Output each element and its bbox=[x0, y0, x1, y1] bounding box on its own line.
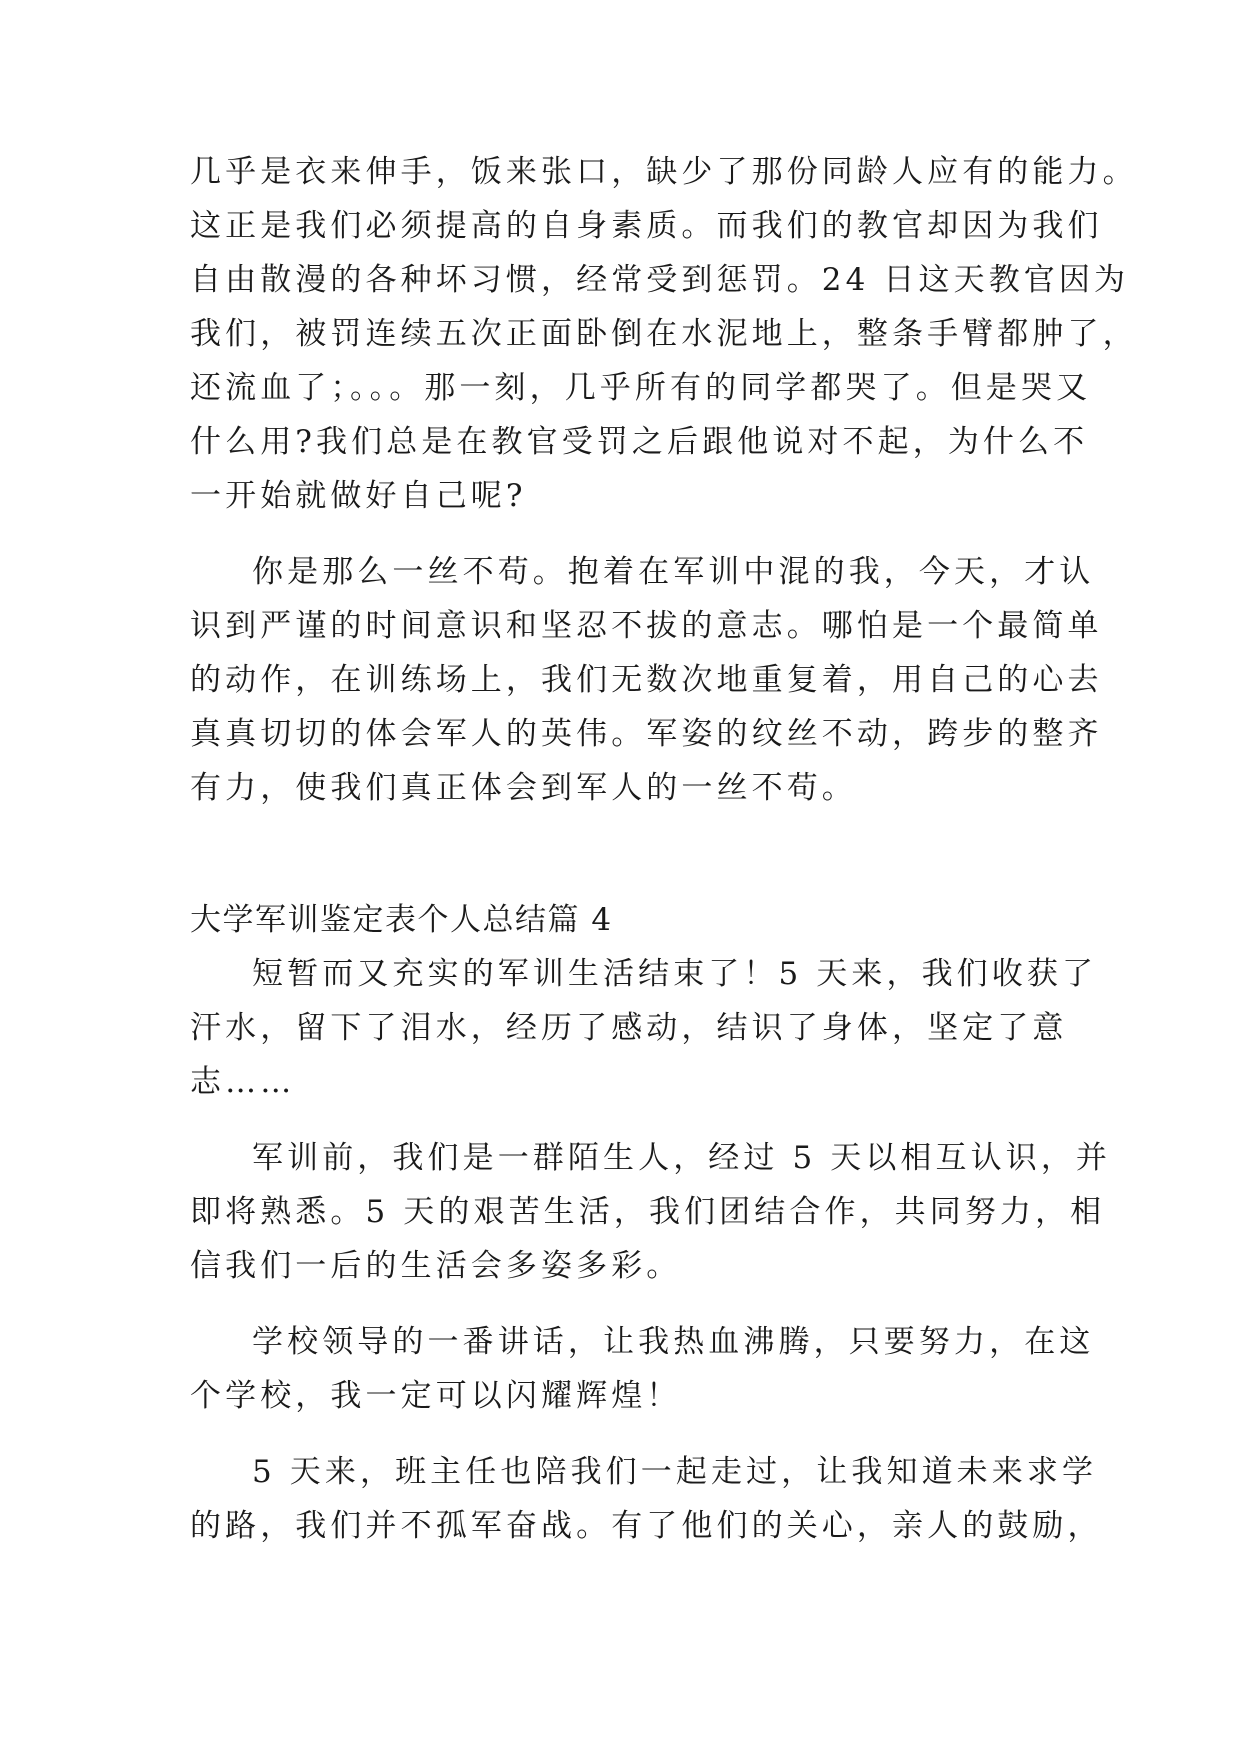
paragraph-first-line: 5 天来，班主任也陪我们一起走过，让我知道未来求学 bbox=[252, 1454, 1098, 1490]
text-line: 自由散漫的各种坏习惯，经常受到惩罚。24 日这天教官因为 bbox=[190, 262, 1130, 298]
text-line: 真真切切的体会军人的英伟。军姿的纹丝不动，跨步的整齐 bbox=[190, 716, 1103, 752]
paragraph-first-line: 军训前，我们是一群陌生人，经过 5 天以相互认识，并 bbox=[252, 1140, 1112, 1176]
text-line: 一开始就做好自己呢? bbox=[190, 478, 527, 514]
text-line: 汗水，留下了泪水，经历了感动，结识了身体，坚定了意 bbox=[190, 1010, 1068, 1046]
text-line: 有力，使我们真正体会到军人的一丝不苟。 bbox=[190, 770, 857, 806]
paragraph-first-line: 学校领导的一番讲话，让我热血沸腾，只要努力，在这 bbox=[252, 1324, 1095, 1360]
text-line: 什么用?我们总是在教官受罚之后跟他说对不起，为什么不 bbox=[190, 424, 1089, 460]
text-line: 识到严谨的时间意识和坚忍不拔的意志。哪怕是一个最简单 bbox=[190, 608, 1103, 644]
section-title: 大学军训鉴定表个人总结篇 4 bbox=[190, 902, 613, 938]
text-line: 个学校，我一定可以闪耀辉煌！ bbox=[190, 1378, 682, 1414]
text-line: 这正是我们必须提高的自身素质。而我们的教官却因为我们 bbox=[190, 208, 1103, 244]
text-line: 的动作，在训练场上，我们无数次地重复着，用自己的心去 bbox=[190, 662, 1103, 698]
text-line: 几乎是衣来伸手，饭来张口，缺少了那份同龄人应有的能力。 bbox=[190, 154, 1138, 190]
paragraph-first-line: 短暂而又充实的军训生活结束了！5 天来，我们收获了 bbox=[252, 956, 1098, 992]
text-line: 志…… bbox=[190, 1064, 296, 1100]
text-line: 的路，我们并不孤军奋战。有了他们的关心，亲人的鼓励， bbox=[190, 1508, 1103, 1544]
paragraph-first-line: 你是那么一丝不苟。抱着在军训中混的我，今天，才认 bbox=[252, 554, 1095, 590]
text-line: 我们，被罚连续五次正面卧倒在水泥地上，整条手臂都肿了， bbox=[190, 316, 1138, 352]
text-line: 即将熟悉。5 天的艰苦生活，我们团结合作，共同努力，相 bbox=[190, 1194, 1106, 1230]
text-line: 信我们一后的生活会多姿多彩。 bbox=[190, 1248, 682, 1284]
text-line: 还流血了；。。。那一刻，几乎所有的同学都哭了。但是哭又 bbox=[190, 370, 1092, 406]
